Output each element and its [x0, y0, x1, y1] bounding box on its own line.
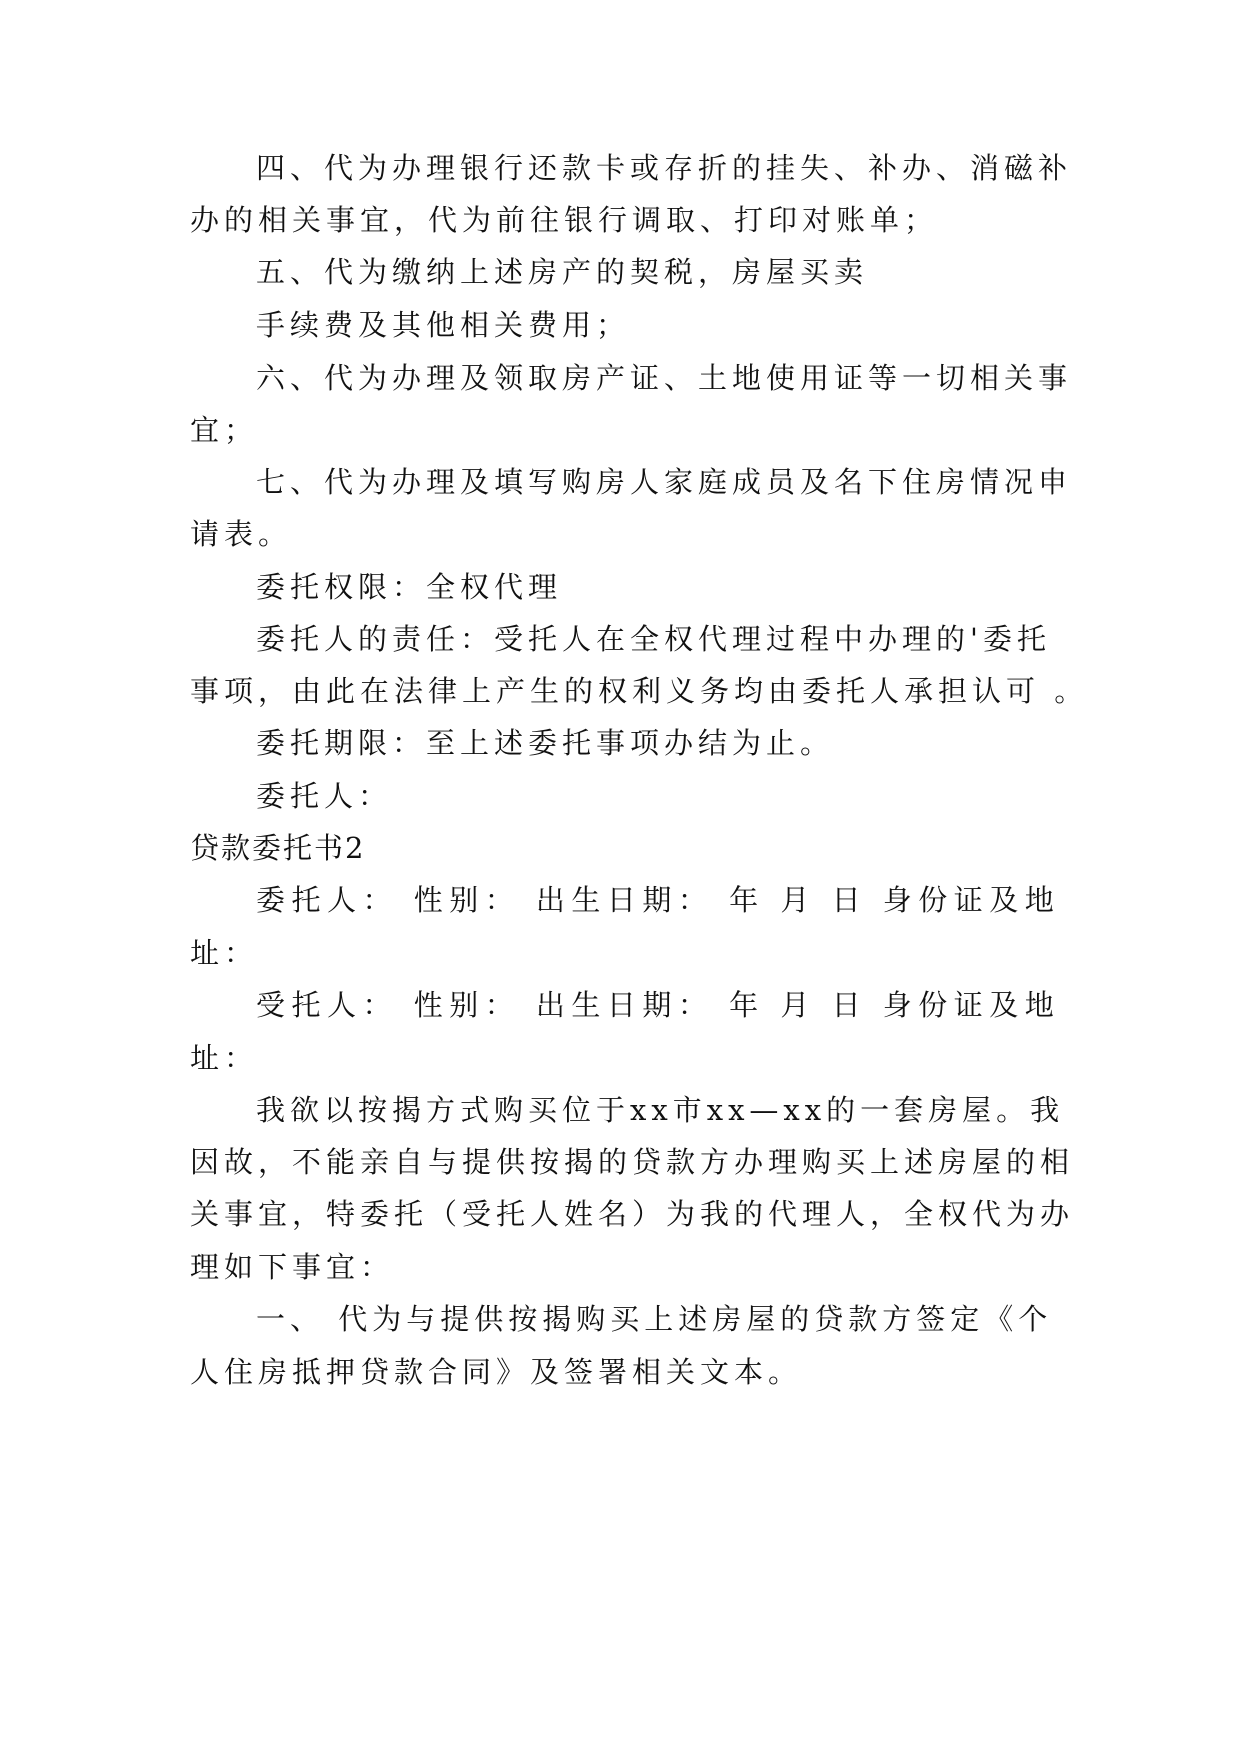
paragraph-five-line-2: 手续费及其他相关费用；	[256, 308, 631, 342]
section-title: 贷款委托书2	[190, 831, 366, 865]
body-paragraph-line-2: 因故，不能亲自与提供按揭的贷款方办理购买上述房屋的相	[190, 1145, 1075, 1179]
item-one-line-1: 一、 代为与提供按揭购买上述房屋的贷款方签定《个	[256, 1302, 1053, 1336]
item-one-line-2: 人住房抵押贷款合同》及签署相关文本。	[190, 1355, 803, 1389]
term-line: 委托期限：至上述委托事项办结为止。	[256, 726, 835, 760]
paragraph-four-line-1: 四、代为办理银行还款卡或存折的挂失、补办、消磁补	[256, 151, 1073, 185]
agent-info-line-2: 址：	[190, 1041, 259, 1075]
paragraph-six-line-1: 六、代为办理及领取房产证、土地使用证等一切相关事	[256, 361, 1073, 395]
principal-signature-line: 委托人：	[256, 779, 393, 813]
responsibility-line-2: 事项，由此在法律上产生的权利义务均由委托人承担认可 。	[190, 674, 1089, 708]
body-paragraph-line-4: 理如下事宜：	[190, 1250, 395, 1284]
principal-info-line-2: 址：	[190, 936, 259, 970]
paragraph-four-line-2: 办的相关事宜，代为前往银行调取、打印对账单；	[190, 203, 939, 237]
principal-info-line-1: 委托人： 性别： 出生日期： 年 月 日 身份证及地	[256, 883, 1061, 917]
paragraph-seven-line-1: 七、代为办理及填写购房人家庭成员及名下住房情况申	[256, 465, 1073, 499]
paragraph-seven-line-2: 请表。	[190, 517, 293, 551]
paragraph-six-line-2: 宜；	[190, 413, 259, 447]
authority-line: 委托权限：全权代理	[256, 570, 563, 604]
paragraph-five-line-1: 五、代为缴纳上述房产的契税，房屋买卖	[256, 255, 869, 289]
body-paragraph-line-3: 关事宜，特委托（受托人姓名）为我的代理人，全权代为办	[190, 1197, 1075, 1231]
body-paragraph-line-1: 我欲以按揭方式购买位于xx市xx—xx的一套房屋。我	[256, 1093, 1065, 1127]
agent-info-line-1: 受托人： 性别： 出生日期： 年 月 日 身份证及地	[256, 988, 1061, 1022]
responsibility-line-1: 委托人的责任：受托人在全权代理过程中办理的'委托	[256, 622, 1051, 656]
